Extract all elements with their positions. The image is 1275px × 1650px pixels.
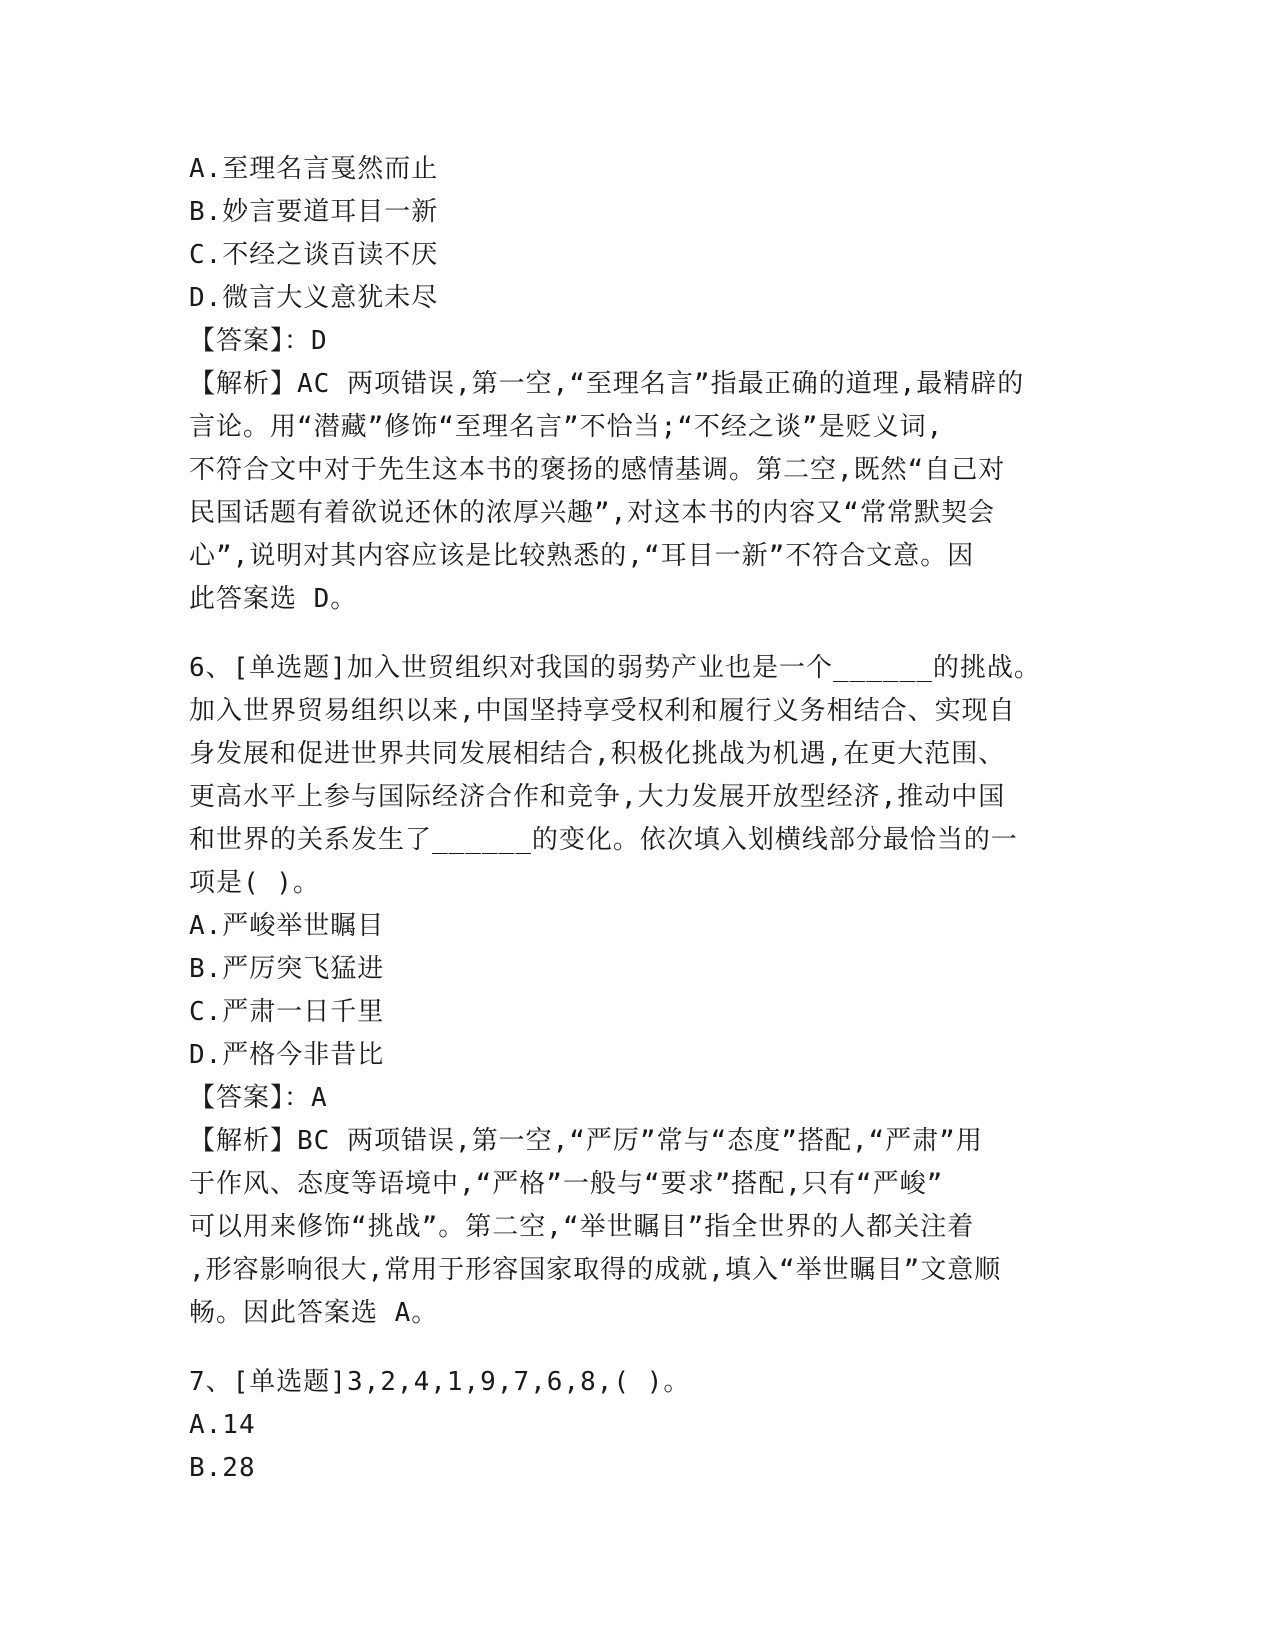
option-a: A.严峻举世瞩目 (189, 911, 385, 941)
analysis-line: 民国话题有着欲说还休的浓厚兴趣”,对这本书的内容又“常常默契会 (189, 498, 995, 528)
analysis-line: 【解析】AC 两项错误,第一空,“至理名言”指最正确的道理,最精辟的 (189, 369, 1025, 399)
question-6-stem (189, 647, 1089, 905)
analysis-line: 【解析】BC 两项错误,第一空,“严厉”常与“态度”搭配,“严肃”用 (189, 1126, 983, 1156)
answer-line: 【答案】：D (189, 326, 328, 356)
option-d: D.微言大义意犹未尽 (189, 283, 439, 313)
answer-line: 【答案】：A (189, 1083, 328, 1113)
stem-line: 更高水平上参与国际经济合作和竞争,大力发展开放型经济,推动中国 (189, 782, 1006, 812)
analysis-paragraph (189, 1120, 1089, 1335)
stem-line: 项是( )。 (189, 868, 320, 898)
spacer (189, 621, 1089, 647)
stem-line: 身发展和促进世界共同发展相结合,积极化挑战为机遇,在更大范围、 (189, 739, 1006, 769)
analysis-line: 言论。用“潜藏”修饰“至理名言”不恰当;“不经之谈”是贬义词, (189, 412, 944, 442)
option-b: B.严厉突飞猛进 (189, 954, 385, 984)
question-5-options (189, 148, 1089, 320)
stem-line: 和世界的关系发生了______的变化。依次填入划横线部分最恰当的一 (189, 825, 1018, 855)
option-a: A.至理名言戛然而止 (189, 154, 439, 184)
analysis-line: ,形容影响很大,常用于形容国家取得的成就,填入“举世瞩目”文意顺 (189, 1255, 1002, 1285)
analysis-line: 此答案选 D。 (189, 584, 358, 614)
option-c: C.严肃一日千里 (189, 997, 385, 1027)
stem-line: 加入世界贸易组织以来,中国坚持享受权利和履行义务相结合、实现自 (189, 696, 1016, 726)
analysis-line: 可以用来修饰“挑战”。第二空,“举世瞩目”指全世界的人都关注着 (189, 1212, 975, 1242)
question-6-options (189, 905, 1089, 1077)
question-7-options (189, 1404, 1089, 1490)
analysis-line: 于作风、态度等语境中,“严格”一般与“要求”搭配,只有“严峻” (189, 1169, 944, 1199)
analysis-line: 畅。因此答案选 A。 (189, 1298, 439, 1328)
option-b: B.妙言要道耳目一新 (189, 197, 439, 227)
analysis-paragraph (189, 363, 1089, 621)
option-c: C.不经之谈百读不厌 (189, 240, 439, 270)
stem-line: 6、[单选题]加入世贸组织对我国的弱势产业也是一个______的挑战。 (189, 653, 1041, 683)
option-d: D.严格今非昔比 (189, 1040, 385, 1070)
option-a: A.14 (189, 1410, 256, 1440)
analysis-line: 不符合文中对于先生这本书的褒扬的感情基调。第二空,既然“自己对 (189, 455, 1006, 485)
option-b: B.28 (189, 1453, 256, 1483)
spacer (189, 1335, 1089, 1361)
analysis-line: 心”,说明对其内容应该是比较熟悉的,“耳目一新”不符合文意。因 (189, 541, 975, 571)
document-page (189, 148, 1089, 1490)
question-7-stem: 7、[单选题]3,2,4,1,9,7,6,8,( )。 (189, 1367, 691, 1397)
